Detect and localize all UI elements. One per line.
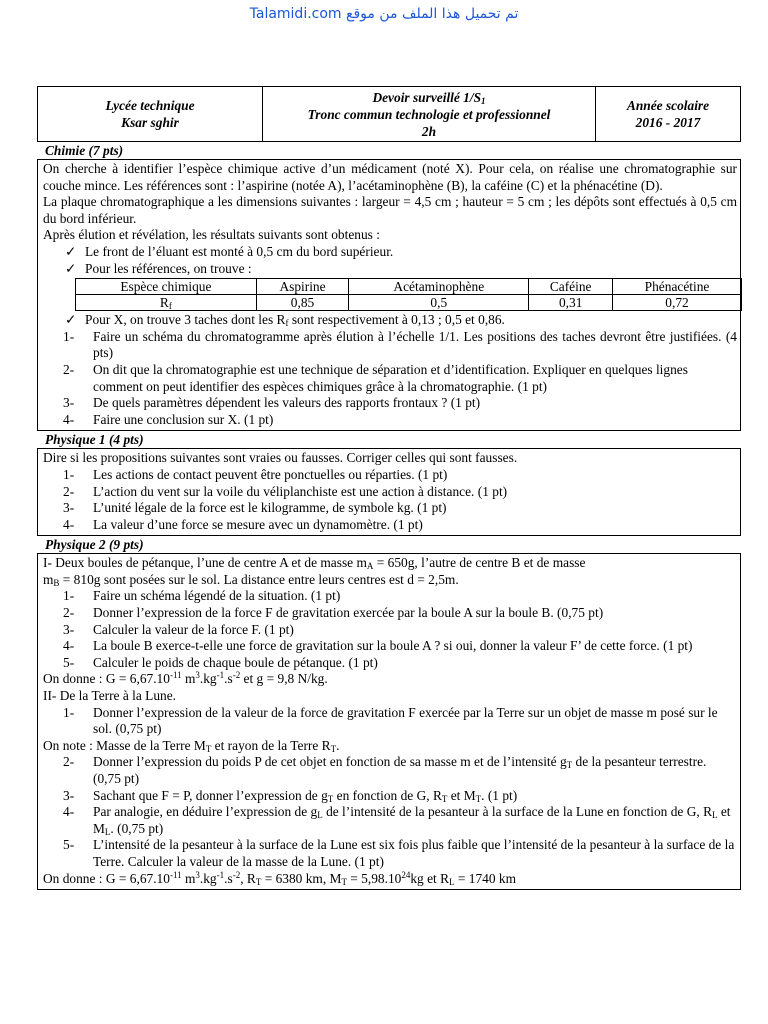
table-header-cell: Acétaminophène bbox=[349, 279, 529, 295]
year-label: Année scolaire bbox=[626, 98, 710, 113]
chimie-box bbox=[37, 159, 741, 431]
question-item: 3- Calculer la valeur de la force F. (1 pt) bbox=[63, 621, 294, 637]
table-label-cell: $R_f$ bbox=[76, 295, 257, 311]
year-cell bbox=[596, 87, 740, 141]
check-item: ✓ Pour X, on trouve 3 taches dont les $R_f$ sont respectivement à 0,13 ; 0,5 et 0,86. bbox=[65, 312, 505, 329]
physique1-title: Physique 1 (4 pts) bbox=[45, 432, 144, 448]
physique2-title: Physique 2 (9 pts) bbox=[45, 537, 144, 553]
physique2-box bbox=[37, 553, 741, 890]
question-item: 4- Faire une conclusion sur X. (1 pt) bbox=[63, 411, 274, 427]
table-cell: 0,72 bbox=[613, 295, 742, 311]
chimie-title: Chimie (7 pts) bbox=[45, 143, 124, 158]
check-item: ✓ Le front de l’éluant est monté à 0,5 cm du bord supérieur. bbox=[65, 243, 394, 259]
part2-title: II- De la Terre à la Lune. bbox=[43, 688, 177, 704]
question-item: 5- Calculer le poids de chaque boule de pétanque. (1 pt) bbox=[63, 654, 378, 670]
question-item: 4- Par analogie, en déduire l’expression de $g_L$ de l’intensité de la pesanteur à la surface de la Lune en fonction de G, $R_L$ et $M_L$. (0,75 pt) bbox=[63, 804, 731, 837]
check-item: ✓ Pour les références, on trouve : bbox=[65, 260, 252, 276]
chimie-intro-3: Après élution et révélation, les résultats suivants sont obtenus : bbox=[43, 227, 380, 243]
exam-header bbox=[37, 86, 741, 142]
question-item: 2- Donner l’expression du poids P de cet objet en fonction de sa masse m et de l’intensité $g_T$ de la pesanteur terrestre. (0,75 pt) bbox=[63, 754, 707, 786]
table-header-cell: Caféine bbox=[529, 279, 613, 295]
physique1-intro: Dire si les propositions suivantes sont vraies ou fausses. Corriger celles qui sont fausses. bbox=[43, 450, 518, 466]
school-name: Lycée technique bbox=[105, 98, 195, 113]
question-item: 3- L’unité légale de la force est le kilogramme, de symbole kg. (1 pt) bbox=[63, 500, 447, 516]
question-item: 1- Les actions de contact peuvent être ponctuelles ou réparties. (1 pt) bbox=[63, 466, 448, 482]
table-header-cell: Phénacétine bbox=[613, 279, 742, 295]
question-item: 1- Faire un schéma légendé de la situation. (1 pt) bbox=[63, 588, 341, 604]
question-item: 5- L’intensité de la pesanteur à la surface de la Lune est six fois plus faible que l’intensité de la pesanteur à la surface de la Terre. Calculer la valeur de la masse de la Lune. (1 pt) bbox=[63, 837, 735, 869]
table-header-cell: Aspirine bbox=[256, 279, 349, 295]
given-values-1: On donne : $G = 6,67.10^{-11}$ $m^3.kg^{-1}.s^{-2}$ et g = 9,8 N/kg. bbox=[43, 670, 328, 687]
part1-intro: I- Deux boules de pétanque, l’une de centre A et de masse $m_A = 650g$, l’autre de centre B et de masse $m_B = 810g$ sont posées sur le sol. La distance entre leurs centres est d = 2,5m. bbox=[43, 555, 586, 588]
chimie-intro-1: On cherche à identifier l’espèce chimique active d’un médicament (noté X). Pour cela, on réalise une chromatographie sur couche mince. Les références sont : l’aspirine (notée A), l’acétaminophène (B), la caféine (C) et la phénacétine (D). bbox=[43, 161, 737, 193]
exam-title-cell bbox=[263, 87, 596, 141]
school-city: Ksar sghir bbox=[121, 115, 179, 130]
exam-title: Devoir surveillé $1/S_1$ bbox=[372, 89, 486, 106]
check-icon: ✓ bbox=[65, 243, 77, 259]
question-item: 4- La boule B exerce-t-elle une force de gravitation sur la boule A ? si oui, donner la valeur F’ de cette force. (1 pt) bbox=[63, 638, 693, 654]
rf-table bbox=[75, 278, 742, 311]
school-cell bbox=[38, 87, 263, 141]
table-cell: 0,5 bbox=[349, 295, 529, 311]
school-year: 2016 - 2017 bbox=[635, 115, 701, 130]
note-line: On note : Masse de la Terre $M_T$ et rayon de la Terre $R_T$. bbox=[43, 737, 340, 754]
table-row bbox=[76, 279, 742, 295]
question-item: 2- On dit que la chromatographie est une technique de séparation et d’identification. Expliquer en quelques lignes comment on peut identifier des espèces chimiques grâce à la chromatographie. (1 pt) bbox=[63, 361, 688, 394]
given-values-2: On donne : $G = 6,67.10^{-11}$ $m^3.kg^{-1}.s^{-2}$, $R_T = 6380$ km, $M_T = 5,98.10^{24}kg$ et $R_L = 1740$ km bbox=[43, 869, 517, 887]
question-item: 3- De quels paramètres dépendent les valeurs des rapports frontaux ? (1 pt) bbox=[63, 395, 481, 411]
question-item: 2- L’action du vent sur la voile du véliplanchiste est une action à distance. (1 pt) bbox=[63, 483, 508, 499]
question-item: 4- La valeur d’une force se mesure avec un dynamomètre. (1 pt) bbox=[63, 516, 423, 532]
question-item: 3- Sachant que F = P, donner l’expression de $g_T$ en fonction de G, $R_T$ et $M_T$. (1 pt) bbox=[63, 787, 518, 804]
question-item: 1- Donner l’expression de la valeur de la force de gravitation F exercée par la Terre sur un objet de masse m posé sur le sol. (0,75 pt) bbox=[63, 704, 718, 737]
source-banner[interactable]: Talamidi.com تم تحميل هذا الملف من موقع bbox=[249, 6, 519, 22]
question-item: 1- Faire un schéma du chromatogramme après élution à l’échelle 1/1. Les positions des taches devront être justifiées. (4 pts) bbox=[63, 328, 737, 361]
exam-duration: 2h bbox=[421, 123, 437, 139]
table-cell: 0,85 bbox=[256, 295, 349, 311]
exam-page bbox=[37, 86, 741, 890]
table-header-cell: Espèce chimique bbox=[76, 279, 257, 295]
physique1-box bbox=[37, 448, 741, 536]
question-item: 2- Donner l’expression de la force F de gravitation exercée par la boule A sur la boule B. (0,75 pt) bbox=[63, 605, 604, 621]
check-icon: ✓ bbox=[65, 312, 77, 328]
check-icon: ✓ bbox=[65, 260, 77, 276]
table-cell: 0,31 bbox=[529, 295, 613, 311]
chimie-intro-2: La plaque chromatographique a les dimensions suivantes : largeur = 4,5 cm ; hauteur = 5 cm ; les dépôts sont effectués à 0,5 cm du bord inférieur. bbox=[43, 194, 737, 226]
exam-stream: Tronc commun technologie et professionnel bbox=[307, 106, 551, 122]
table-row bbox=[76, 295, 742, 311]
